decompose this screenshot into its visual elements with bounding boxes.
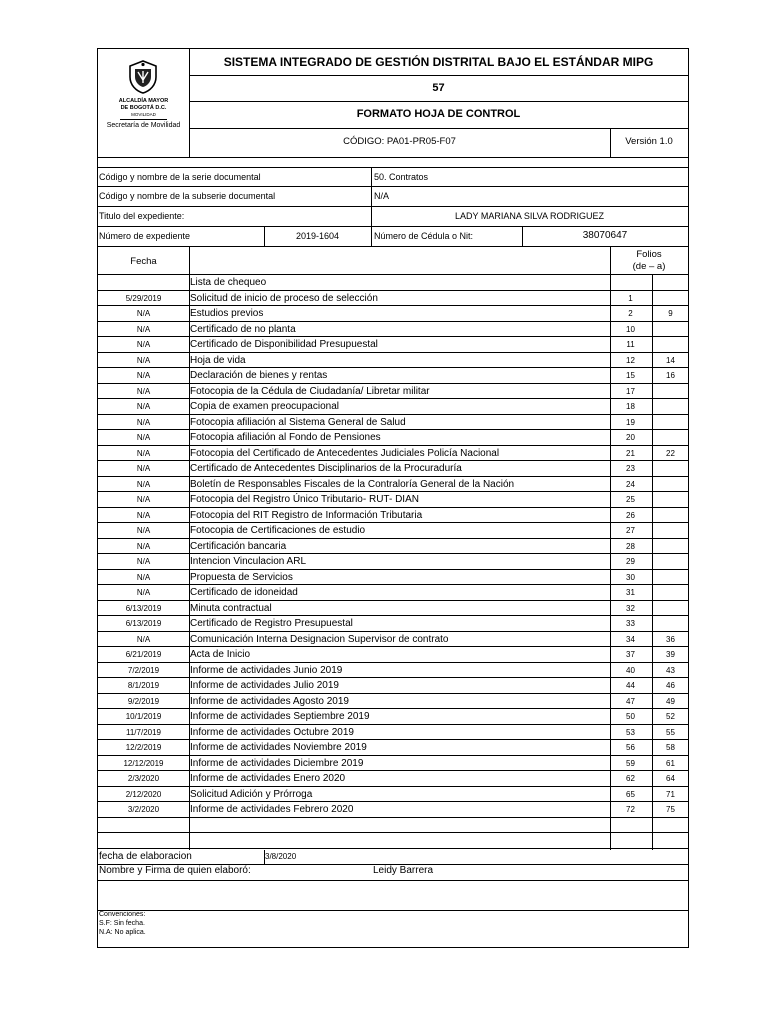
row-fecha: N/A bbox=[136, 355, 151, 365]
document-code: CÓDIGO: PA01-PR05-F07 bbox=[343, 136, 456, 147]
logo bbox=[98, 49, 189, 157]
row-fecha: 3/2/2020 bbox=[127, 805, 160, 814]
table-row bbox=[98, 725, 688, 741]
table-row bbox=[98, 399, 688, 415]
version: Versión 1.0 bbox=[625, 136, 673, 147]
titulo-value: LADY MARIANA SILVA RODRIGUEZ bbox=[454, 211, 605, 221]
logo-line-2: DE BOGOTÁ D.C. bbox=[120, 105, 167, 111]
table-row bbox=[98, 601, 688, 617]
row-folio-from: 47 bbox=[626, 696, 635, 706]
table-row bbox=[98, 291, 688, 307]
row-folio-from: 50 bbox=[626, 712, 635, 721]
row-folio-from: 27 bbox=[626, 526, 635, 535]
table-row bbox=[98, 523, 688, 539]
row-folio-from: 24 bbox=[626, 479, 635, 489]
nombre-firma-value: Leidy Barrera bbox=[373, 865, 434, 876]
table-row bbox=[98, 353, 688, 369]
table-row bbox=[98, 585, 688, 601]
table-row bbox=[98, 570, 688, 586]
system-title: SISTEMA INTEGRADO DE GESTIÓN DISTRITAL BAJO EL ESTÁNDAR MIPG bbox=[223, 55, 654, 69]
row-description: Solicitud Adición y Prórroga bbox=[190, 788, 313, 800]
row-description: Certificado de Antecedentes Disciplinarios de la Procuraduría bbox=[190, 463, 462, 474]
row-fecha: N/A bbox=[136, 371, 151, 380]
row-description: Certificado de idoneidad bbox=[190, 587, 298, 598]
row-description: Estudios previos bbox=[190, 308, 264, 319]
row-fecha: 11/7/2019 bbox=[126, 727, 161, 737]
row-fecha: 7/2/2019 bbox=[127, 665, 160, 675]
convention-sf: S.F: Sin fecha. bbox=[99, 920, 145, 927]
row-fecha: 12/12/2019 bbox=[123, 758, 164, 768]
row-folio-from: 10 bbox=[626, 324, 635, 334]
row-description: Informe de actividades Octubre 2019 bbox=[190, 726, 354, 738]
table-row bbox=[98, 492, 688, 508]
row-folio-to: 49 bbox=[666, 696, 675, 706]
row-fecha: 6/13/2019 bbox=[125, 619, 162, 628]
table-row bbox=[98, 368, 688, 384]
row-fecha: N/A bbox=[136, 464, 151, 473]
serie-value: 50. Contratos bbox=[374, 172, 429, 182]
row-description: Fotocopia del RIT Registro de Información Tributaria bbox=[190, 509, 423, 521]
row-description: Fotocopia afiliación al Fondo de Pensiones bbox=[190, 432, 381, 443]
row-fecha: 10/1/2019 bbox=[125, 712, 162, 721]
subserie-label: Código y nombre de la subserie documental bbox=[99, 191, 276, 201]
row-fecha: N/A bbox=[136, 479, 151, 489]
table-row bbox=[98, 446, 688, 462]
row-description: Certificado de Registro Presupuestal bbox=[190, 618, 353, 629]
column-folios-range: (de – a) bbox=[632, 261, 666, 272]
row-folio-from: 56 bbox=[626, 743, 635, 752]
table-row bbox=[98, 430, 688, 446]
row-folio-to: 55 bbox=[666, 727, 675, 737]
row-description: Intencion Vinculacion ARL bbox=[190, 556, 307, 567]
row-fecha: 2/12/2020 bbox=[125, 789, 162, 799]
row-fecha: 12/2/2019 bbox=[125, 743, 162, 752]
row-description: Certificado de no planta bbox=[190, 323, 296, 335]
row-fecha: N/A bbox=[136, 433, 151, 442]
cedula-label: Número de Cédula o Nit: bbox=[374, 231, 474, 241]
column-fecha: Fecha bbox=[130, 256, 157, 267]
row-description: Informe de actividades Julio 2019 bbox=[190, 680, 339, 691]
row-fecha: N/A bbox=[136, 417, 151, 427]
table-row bbox=[98, 461, 688, 477]
row-fecha: N/A bbox=[136, 510, 151, 520]
row-folio-to: 61 bbox=[666, 758, 675, 768]
row-fecha: 5/29/2019 bbox=[125, 293, 162, 303]
row-folio-from: 23 bbox=[626, 464, 635, 473]
row-folio-to: 36 bbox=[666, 634, 675, 644]
table-row bbox=[98, 694, 688, 710]
logo-line-3: MOVILIDAD bbox=[131, 112, 156, 117]
table-row bbox=[98, 663, 688, 679]
row-description: Certificación bancaria bbox=[190, 540, 287, 552]
row-description: Lista de chequeo bbox=[190, 277, 267, 288]
row-fecha: N/A bbox=[136, 386, 151, 396]
row-folio-from: 37 bbox=[626, 650, 635, 659]
table-row bbox=[98, 322, 688, 338]
cedula-value: 38070647 bbox=[582, 230, 628, 241]
row-fecha: N/A bbox=[136, 588, 151, 597]
table-row bbox=[98, 709, 688, 725]
control-sheet bbox=[97, 48, 689, 948]
table-row bbox=[98, 306, 688, 322]
row-folio-from: 31 bbox=[626, 588, 635, 597]
nombre-firma-label: Nombre y Firma de quien elaboró: bbox=[99, 865, 251, 876]
table-row bbox=[98, 833, 688, 849]
row-folio-from: 72 bbox=[626, 805, 635, 814]
row-fecha: N/A bbox=[136, 448, 151, 458]
row-folio-from: 19 bbox=[626, 417, 635, 427]
row-description: Informe de actividades Noviembre 2019 bbox=[190, 742, 367, 753]
row-folio-from: 28 bbox=[626, 541, 635, 551]
format-title: FORMATO HOJA DE CONTROL bbox=[356, 108, 521, 120]
table-row bbox=[98, 508, 688, 524]
row-folio-from: 25 bbox=[626, 495, 635, 504]
row-folio-from: 30 bbox=[626, 572, 635, 582]
coat-of-arms-icon bbox=[126, 59, 160, 95]
serie-label: Código y nombre de la serie documental bbox=[99, 172, 261, 182]
row-folio-from: 1 bbox=[628, 293, 633, 303]
row-folio-to: 75 bbox=[666, 805, 675, 814]
logo-secretaria: Secretaría de Movilidad bbox=[106, 122, 181, 129]
row-description: Informe de actividades Febrero 2020 bbox=[190, 804, 354, 815]
row-folio-from: 26 bbox=[626, 510, 635, 520]
table-row bbox=[98, 647, 688, 663]
row-folio-to: 58 bbox=[666, 743, 675, 752]
row-description: Fotocopia de la Cédula de Ciudadanía/ Libretar militar bbox=[190, 385, 430, 397]
row-fecha: N/A bbox=[136, 557, 151, 566]
row-folio-to: 71 bbox=[666, 789, 675, 799]
row-description: Fotocopia afiliación al Sistema General de Salud bbox=[190, 416, 406, 428]
row-description: Minuta contractual bbox=[190, 602, 272, 614]
row-folio-to: 22 bbox=[666, 448, 675, 458]
row-folio-from: 17 bbox=[626, 386, 635, 396]
row-description: Fotocopia de Certificaciones de estudio bbox=[190, 525, 366, 536]
row-fecha: 9/2/2019 bbox=[127, 696, 160, 706]
table-row bbox=[98, 275, 688, 291]
row-folio-from: 65 bbox=[626, 789, 635, 799]
row-fecha: N/A bbox=[136, 324, 151, 334]
row-description: Fotocopia del Registro Único Tributario- RUT- DIAN bbox=[190, 494, 419, 505]
table-row bbox=[98, 818, 688, 834]
table-row bbox=[98, 787, 688, 803]
row-description: Solicitud de inicio de proceso de selección bbox=[190, 292, 378, 304]
row-fecha: 6/21/2019 bbox=[125, 650, 162, 659]
logo-line-1: ALCALDÍA MAYOR bbox=[118, 98, 169, 104]
row-folio-from: 29 bbox=[626, 557, 635, 566]
row-folio-from: 44 bbox=[626, 681, 635, 690]
row-description: Certificado de Disponibilidad Presupuestal bbox=[190, 339, 378, 350]
row-fecha: 8/1/2019 bbox=[127, 681, 160, 690]
row-fecha: 6/13/2019 bbox=[125, 603, 162, 613]
row-folio-from: 20 bbox=[626, 433, 635, 442]
row-folio-to: 52 bbox=[666, 712, 675, 721]
column-folios: Folios bbox=[636, 249, 662, 260]
row-folio-from: 33 bbox=[626, 619, 635, 628]
row-description: Propuesta de Servicios bbox=[190, 571, 293, 583]
row-description: Boletín de Responsables Fiscales de la Contraloría General de la Nación bbox=[190, 478, 515, 490]
row-folio-from: 11 bbox=[626, 340, 635, 349]
table-row bbox=[98, 539, 688, 555]
row-folio-to: 39 bbox=[666, 650, 675, 659]
table-row bbox=[98, 554, 688, 570]
row-folio-to: 9 bbox=[668, 309, 673, 318]
row-description: Informe de actividades Diciembre 2019 bbox=[190, 757, 364, 769]
numero-value: 2019-1604 bbox=[295, 231, 340, 241]
fecha-elaboracion-value: 3/8/2020 bbox=[265, 852, 297, 861]
table-row bbox=[98, 616, 688, 632]
table-row bbox=[98, 802, 688, 818]
row-folio-from: 18 bbox=[626, 402, 635, 411]
row-folio-to: 46 bbox=[666, 681, 675, 690]
row-fecha: N/A bbox=[136, 526, 151, 535]
row-fecha: N/A bbox=[136, 634, 151, 644]
row-description: Fotocopia del Certificado de Antecedentes Judiciales Policía Nacional bbox=[190, 447, 500, 459]
row-folio-from: 59 bbox=[626, 758, 635, 768]
row-folio-from: 34 bbox=[626, 634, 635, 644]
row-folio-from: 40 bbox=[626, 665, 635, 675]
row-folio-to: 16 bbox=[666, 371, 675, 380]
table-row bbox=[98, 337, 688, 353]
subserie-value: N/A bbox=[374, 191, 390, 201]
row-fecha: N/A bbox=[136, 402, 151, 411]
row-folio-from: 53 bbox=[626, 727, 635, 737]
row-description: Hoja de vida bbox=[190, 354, 246, 366]
conventions-title: Convenciones: bbox=[99, 911, 146, 918]
row-description: Acta de Inicio bbox=[190, 649, 251, 660]
row-folio-from: 21 bbox=[626, 448, 635, 458]
row-fecha: 2/3/2020 bbox=[127, 774, 160, 783]
row-description: Informe de actividades Junio 2019 bbox=[190, 664, 343, 676]
row-fecha: N/A bbox=[136, 541, 151, 551]
table-row bbox=[98, 678, 688, 694]
row-folio-to: 43 bbox=[666, 665, 675, 675]
row-description: Informe de actividades Agosto 2019 bbox=[190, 695, 349, 707]
table-row bbox=[98, 415, 688, 431]
table-row bbox=[98, 740, 688, 756]
table-row bbox=[98, 477, 688, 493]
numero-label: Número de expediente bbox=[99, 231, 191, 241]
table-row bbox=[98, 771, 688, 787]
row-description: Declaración de bienes y rentas bbox=[190, 370, 328, 381]
table-row bbox=[98, 632, 688, 648]
row-fecha: N/A bbox=[136, 309, 151, 318]
fecha-elaboracion-label: fecha de elaboracion bbox=[99, 851, 192, 862]
row-folio-from: 2 bbox=[628, 309, 633, 318]
row-fecha: N/A bbox=[136, 572, 151, 582]
row-description: Copia de examen preocupacional bbox=[190, 401, 339, 412]
row-description: Comunicación Interna Designacion Supervisor de contrato bbox=[190, 633, 449, 645]
row-description: Informe de actividades Septiembre 2019 bbox=[190, 711, 370, 722]
table-row bbox=[98, 384, 688, 400]
table-row bbox=[98, 756, 688, 772]
row-folio-to: 64 bbox=[666, 774, 675, 783]
row-fecha: N/A bbox=[136, 495, 151, 504]
row-fecha: N/A bbox=[136, 340, 151, 349]
row-folio-from: 62 bbox=[626, 774, 635, 783]
convention-na: N.A: No aplica. bbox=[99, 929, 146, 936]
row-folio-to: 14 bbox=[666, 355, 675, 365]
row-folio-from: 32 bbox=[626, 603, 635, 613]
sheet-number: 57 bbox=[432, 82, 445, 94]
row-description: Informe de actividades Enero 2020 bbox=[190, 773, 346, 784]
row-folio-from: 12 bbox=[626, 355, 635, 365]
titulo-label: Titulo del expediente: bbox=[99, 211, 185, 221]
row-folio-from: 15 bbox=[626, 371, 635, 380]
